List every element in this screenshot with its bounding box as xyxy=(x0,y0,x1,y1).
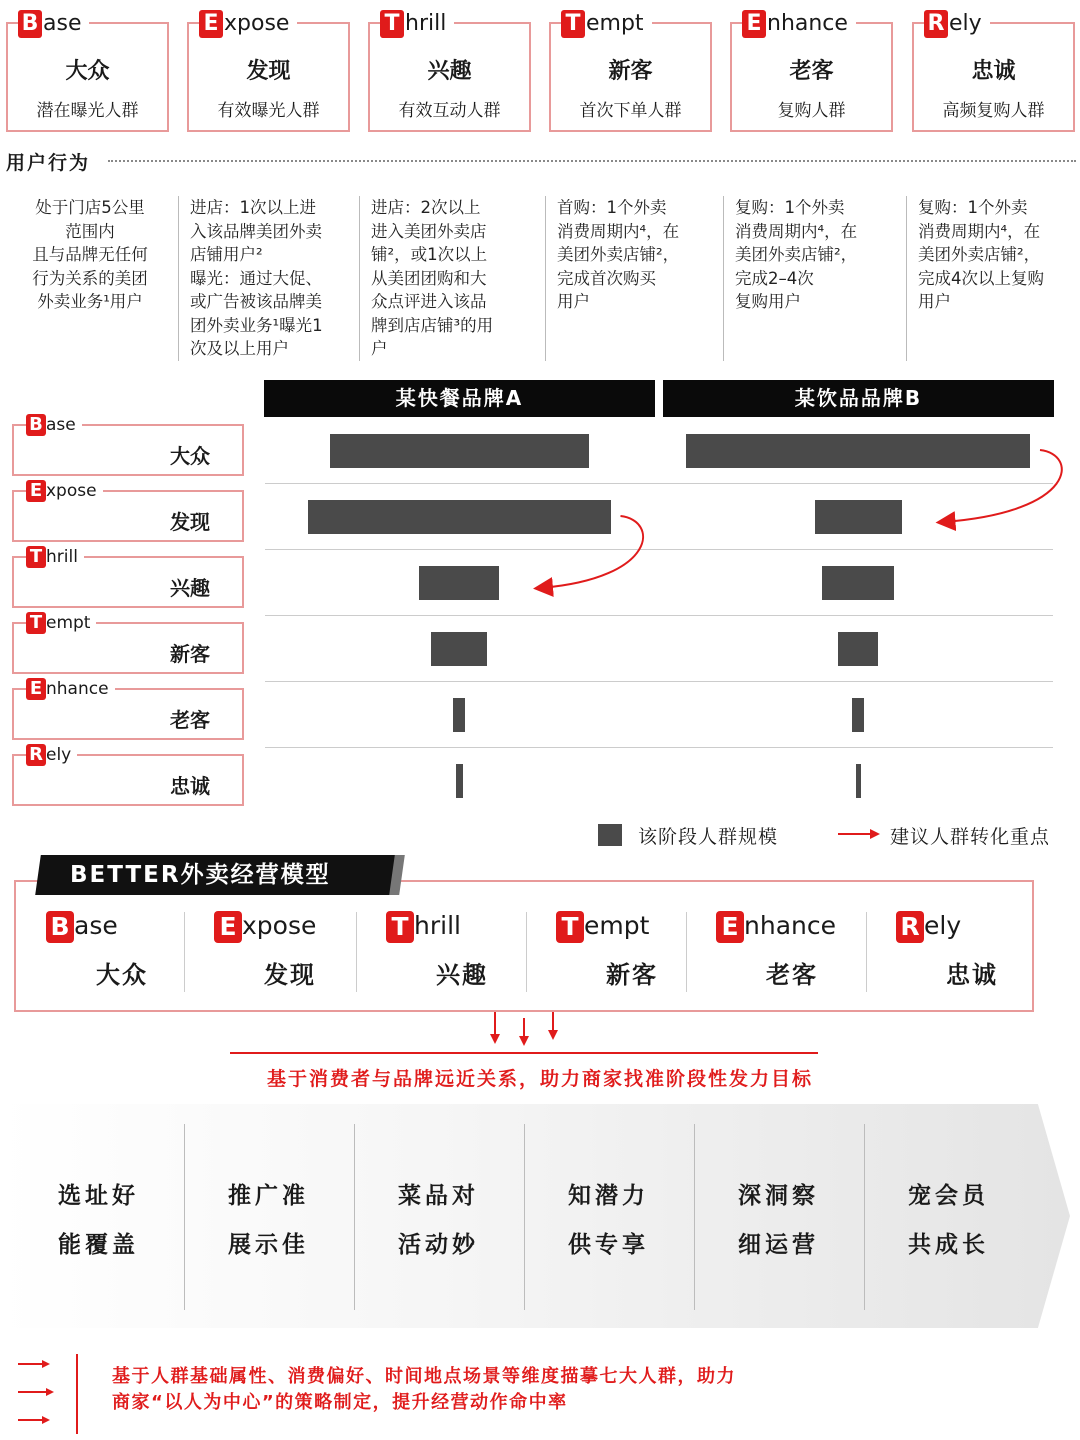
model-stage-0 xyxy=(46,910,216,990)
stage-card-0 xyxy=(6,11,169,132)
model-stage-rest: ely xyxy=(924,911,962,940)
stage-card-cn: 忠诚 xyxy=(971,59,1016,84)
funnel-bar-b-2 xyxy=(822,566,894,600)
stage-letter-badge: E xyxy=(26,480,46,502)
behavior-separator xyxy=(359,196,360,361)
action-line: 展示佳 xyxy=(228,1232,309,1258)
stage-card-2 xyxy=(368,11,531,132)
legend-bar-swatch xyxy=(598,824,622,846)
stage-card-4 xyxy=(730,11,893,132)
model-stage-en xyxy=(716,910,886,943)
behavior-text-3: 首购：1个外卖 消费周期内⁴，在 美团外卖店铺²， 完成首次购买 用户 xyxy=(557,198,680,311)
action-item-3 xyxy=(568,1172,649,1270)
chart-stage-head xyxy=(26,546,84,568)
dotted-divider xyxy=(108,160,1076,162)
chart-stage-cn: 发现 xyxy=(170,510,210,534)
action-line: 能覆盖 xyxy=(58,1232,139,1258)
chart-stage-cn: 大众 xyxy=(170,444,210,468)
behavior-separator xyxy=(723,196,724,361)
chart-stage-head xyxy=(26,612,96,634)
model-stage-3 xyxy=(556,910,726,990)
stage-card-head xyxy=(199,10,297,38)
stage-card-1 xyxy=(187,11,350,132)
stage-name-rest: ase xyxy=(43,11,82,36)
model-stage-en xyxy=(214,910,384,943)
stage-card-cn: 大众 xyxy=(65,59,110,84)
footer-text xyxy=(112,1364,736,1416)
behavior-section-title: 用户行为 xyxy=(6,152,91,174)
brand-a-header: 某快餐品牌A xyxy=(264,380,655,417)
model-separator xyxy=(866,912,867,992)
stage-card-sub: 有效互动人群 xyxy=(398,101,501,121)
stage-card-cn: 老客 xyxy=(789,59,834,84)
action-line: 供专享 xyxy=(568,1232,649,1258)
model-stage-rest: ase xyxy=(74,911,118,940)
footer-line-2: 商家“以人为中心”的策略制定，提升经营动作命中率 xyxy=(112,1392,568,1413)
stage-letter-badge: R xyxy=(26,744,46,766)
chart-stage-cn: 老客 xyxy=(170,708,210,732)
stage-card-cn: 新客 xyxy=(608,59,653,84)
model-stage-cn: 忠诚 xyxy=(946,961,998,989)
claim-line xyxy=(230,1052,818,1054)
stage-card-head xyxy=(380,10,454,38)
model-stage-cn: 发现 xyxy=(264,961,316,989)
model-stage-5 xyxy=(896,910,1066,990)
stage-letter-badge: E xyxy=(26,678,46,700)
behavior-text-4: 复购：1个外卖 消费周期内⁴，在 美团外卖店铺²， 完成2–4次 复购用户 xyxy=(735,198,858,311)
behavior-text-0: 处于门店5公里 范围内 且与品牌无任何 行为关系的美团 外卖业务¹用户 xyxy=(32,198,148,311)
chart-stage-card-5 xyxy=(12,744,244,806)
stage-name-rest: hrill xyxy=(405,11,447,36)
stage-letter-badge: E xyxy=(199,10,223,38)
action-line: 推广准 xyxy=(228,1183,309,1209)
model-stage-rest: empt xyxy=(584,911,650,940)
model-stage-en xyxy=(896,910,1066,943)
funnel-bar-b-1 xyxy=(815,500,902,534)
down-arrows-icon xyxy=(480,1010,570,1050)
chart-stage-head xyxy=(26,480,103,502)
stage-name-rest: xpose xyxy=(46,481,97,501)
chart-stage-card-0 xyxy=(12,414,244,476)
stage-name-rest: ely xyxy=(949,11,982,36)
model-letter-badge: E xyxy=(716,911,744,943)
model-title: BETTER外卖经营模型 xyxy=(35,855,401,895)
action-separator xyxy=(524,1124,525,1310)
model-separator xyxy=(184,912,185,992)
stage-card-sub: 有效曝光人群 xyxy=(217,101,320,121)
stage-name-rest: ase xyxy=(46,415,76,435)
chart-stage-card-2 xyxy=(12,546,244,608)
chart-stage-cn: 新客 xyxy=(170,642,210,666)
model-stage-en xyxy=(386,910,556,943)
chart-row-divider xyxy=(265,747,1053,748)
stage-letter-badge: T xyxy=(26,612,46,634)
model-stage-en xyxy=(46,910,216,943)
model-stage-rest: hrill xyxy=(414,911,461,940)
model-letter-badge: T xyxy=(386,911,414,943)
behavior-text-1: 进店：1次以上进 入该品牌美团外卖 店铺用户² 曝光：通过大促、 或广告被该品牌美 团外卖业务¹曝光1 次及以上用户 xyxy=(190,198,323,358)
model-letter-badge: R xyxy=(896,911,924,943)
stage-letter-badge: T xyxy=(26,546,46,568)
behavior-separator xyxy=(906,196,907,361)
action-separator xyxy=(184,1124,185,1310)
behavior-text-5: 复购：1个外卖 消费周期内⁴，在 美团外卖店铺²， 完成4次以上复购 用户 xyxy=(918,198,1044,311)
action-item-1 xyxy=(228,1172,309,1270)
funnel-bar-b-3 xyxy=(838,632,878,666)
stage-letter-badge: T xyxy=(561,10,585,38)
stage-card-3 xyxy=(549,11,712,132)
behavior-separator xyxy=(178,196,179,361)
chart-row-divider xyxy=(265,681,1053,682)
stage-card-head xyxy=(18,10,89,38)
funnel-bar-a-5 xyxy=(456,764,463,798)
stage-card-cn: 发现 xyxy=(246,59,291,84)
model-letter-badge: E xyxy=(214,911,242,943)
action-line: 选址好 xyxy=(58,1183,139,1209)
model-stage-cn: 大众 xyxy=(96,961,148,989)
action-separator xyxy=(864,1124,865,1310)
model-stage-en xyxy=(556,910,726,943)
stage-card-cn: 兴趣 xyxy=(427,59,472,84)
stage-card-sub: 首次下单人群 xyxy=(579,101,682,121)
behavior-text-2: 进店：2次以上 进入美团外卖店 铺²，或1次以上 从美团团购和大 众点评进入该品 牌到店店铺³的用 户 xyxy=(371,198,494,358)
chart-stage-card-1 xyxy=(12,480,244,542)
model-stage-cn: 老客 xyxy=(766,961,818,989)
funnel-bar-a-3 xyxy=(431,632,487,666)
chart-stage-head xyxy=(26,678,115,700)
model-stage-rest: nhance xyxy=(744,911,836,940)
model-stage-1 xyxy=(214,910,384,990)
stage-name-rest: nhance xyxy=(46,679,109,699)
funnel-bar-b-0 xyxy=(686,434,1030,468)
stage-card-head xyxy=(924,10,990,38)
stage-name-rest: nhance xyxy=(767,11,848,36)
action-line: 菜品对 xyxy=(398,1183,479,1209)
funnel-bar-b-5 xyxy=(856,764,861,798)
legend-arrow-label: 建议人群转化重点 xyxy=(890,826,1051,848)
stage-name-rest: empt xyxy=(46,613,91,633)
model-stage-2 xyxy=(386,910,556,990)
chart-stage-cn: 忠诚 xyxy=(170,774,210,798)
chart-row-divider xyxy=(265,483,1053,484)
model-stage-rest: xpose xyxy=(242,911,317,940)
chart-stage-head xyxy=(26,744,77,766)
model-stage-4 xyxy=(716,910,886,990)
action-item-5 xyxy=(908,1172,989,1270)
funnel-bar-b-4 xyxy=(852,698,864,732)
chart-row-divider xyxy=(265,549,1053,550)
action-line: 共成长 xyxy=(908,1232,989,1258)
stage-letter-badge: E xyxy=(742,10,766,38)
footer-arrows-icon xyxy=(18,1356,58,1432)
stage-card-sub: 高频复购人群 xyxy=(942,101,1045,121)
stage-name-rest: xpose xyxy=(224,11,290,36)
funnel-bar-a-4 xyxy=(453,698,465,732)
model-separator xyxy=(356,912,357,992)
model-separator xyxy=(526,912,527,992)
action-item-4 xyxy=(738,1172,819,1270)
stage-card-head xyxy=(742,10,856,38)
behavior-separator xyxy=(545,196,546,361)
chart-stage-cn: 兴趣 xyxy=(170,576,210,600)
stage-letter-badge: T xyxy=(380,10,404,38)
action-item-0 xyxy=(58,1172,139,1270)
model-stage-cn: 新客 xyxy=(606,961,658,989)
action-line: 活动妙 xyxy=(398,1232,479,1258)
model-claim: 基于消费者与品牌远近关系，助力商家找准阶段性发力目标 xyxy=(266,1068,813,1090)
stage-name-rest: empt xyxy=(586,11,644,36)
stage-letter-badge: B xyxy=(18,10,42,38)
funnel-bar-a-1 xyxy=(308,500,611,534)
chart-stage-head xyxy=(26,414,82,436)
action-separator xyxy=(694,1124,695,1310)
action-line: 细运营 xyxy=(738,1232,819,1258)
stage-card-sub: 复购人群 xyxy=(777,101,846,121)
stage-card-head xyxy=(561,10,652,38)
model-letter-badge: T xyxy=(556,911,584,943)
stage-name-rest: ely xyxy=(46,745,72,765)
legend-arrow-icon xyxy=(838,826,882,842)
stage-card-5 xyxy=(912,11,1075,132)
footer-vline xyxy=(76,1354,78,1434)
footer-line-1: 基于人群基础属性、消费偏好、时间地点场景等维度描摹七大人群，助力 xyxy=(112,1366,736,1387)
chart-stage-card-3 xyxy=(12,612,244,674)
stage-letter-badge: B xyxy=(26,414,46,436)
action-line: 知潜力 xyxy=(568,1183,649,1209)
model-separator xyxy=(686,912,687,992)
action-line: 深洞察 xyxy=(738,1183,819,1209)
funnel-bar-a-2 xyxy=(419,566,499,600)
funnel-bar-a-0 xyxy=(330,434,589,468)
model-stage-cn: 兴趣 xyxy=(436,961,488,989)
legend-bar-label: 该阶段人群规模 xyxy=(638,826,779,848)
action-item-2 xyxy=(398,1172,479,1270)
chart-row-divider xyxy=(265,615,1053,616)
brand-b-header: 某饮品品牌B xyxy=(663,380,1054,417)
chart-stage-card-4 xyxy=(12,678,244,740)
stage-card-sub: 潜在曝光人群 xyxy=(36,101,139,121)
action-line: 宠会员 xyxy=(908,1183,989,1209)
model-letter-badge: B xyxy=(46,911,74,943)
stage-name-rest: hrill xyxy=(46,547,78,567)
action-separator xyxy=(354,1124,355,1310)
stage-letter-badge: R xyxy=(924,10,948,38)
